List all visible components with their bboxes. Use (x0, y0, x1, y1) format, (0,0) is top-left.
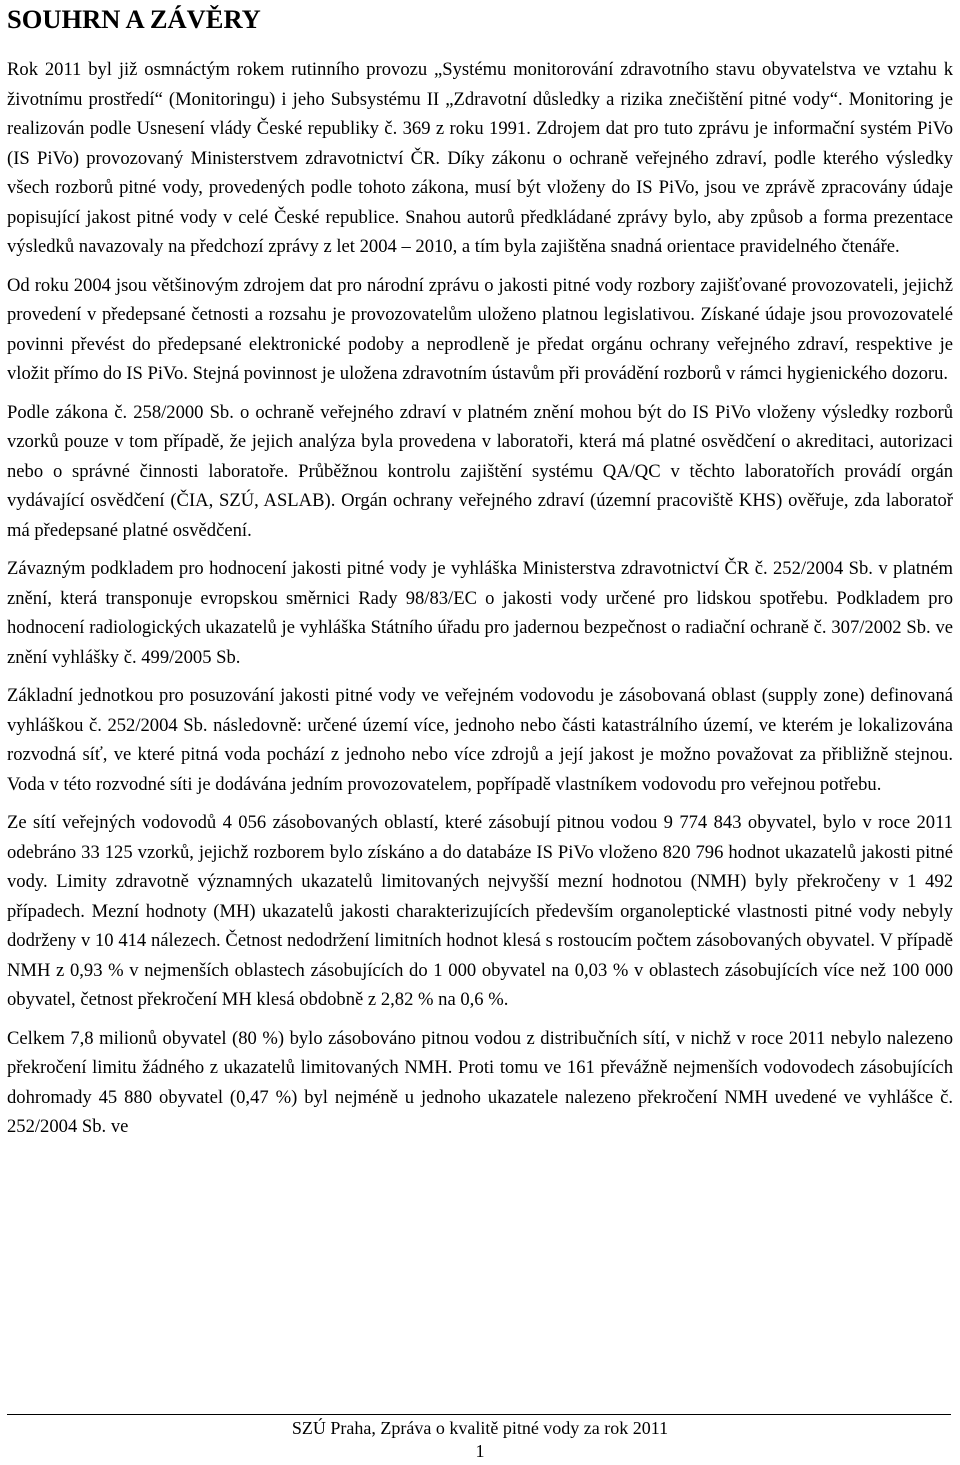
paragraph-data-sources: Od roku 2004 jsou většinovým zdrojem dat pro národní zprávu o jakosti pitné vody rozbory zajišťované provozovateli, jejichž provedení v předepsané četnosti a rozsahu je provozovatelům uloženo platnou legislativou. Získané údaje jsou provozovatelé povinni převést do předepsané elektronické podoby a neprodleně je předat orgánu ochrany veřejného zdraví, respektive je vložit přímo do IS PiVo. Stejná povinnost je uložena zdravotním ústavům při provádění rozborů v rámci hygienického dozoru. (7, 274, 953, 384)
paragraph-supply-zone: Základní jednotkou pro posuzování jakosti pitné vody ve veřejném vodovodu je zásobovaná oblast (supply zone) definovaná vyhláškou č. 252/2004 Sb. následovně: určené území více, jednoho nebo části katastrálního území, ve kterém je lokalizována rozvodná síť, ve které pitná voda pochází z jednoho nebo více zdrojů a její jakost je možno považovat za přibližně stejnou. Voda v této rozvodné síti je dodávána jedním provozovatelem, popřípadě vlastníkem vodovodu pro veřejnou potřebu. (7, 685, 953, 795)
page-title: SOUHRN A ZÁVĚRY (7, 4, 261, 34)
footer-divider (7, 1414, 951, 1415)
footer-text: SZÚ Praha, Zpráva o kvalitě pitné vody za rok 2011 (291, 1418, 669, 1438)
paragraph-legislation: Závazným podkladem pro hodnocení jakosti pitné vody je vyhláška Ministerstva zdravotnictví ČR č. 252/2004 Sb. v platném znění, která transponuje evropskou směrnici Rady 98/83/EC o jakosti vody určené pro lidskou spotřebu. Podkladem pro hodnocení radiologických ukazatelů je vyhláška Státního úřadu pro jadernou bezpečnost o radiační ochraně č. 307/2002 Sb. ve znění vyhlášky č. 499/2005 Sb. (7, 558, 953, 668)
title-spacer (7, 35, 953, 55)
paragraph-population-summary: Celkem 7,8 milionů obyvatel (80 %) bylo zásobováno pitnou vodou z distribučních sítí, v nichž v roce 2011 nebylo nalezeno překročení limitu žádného z ukazatelů limitovaných NMH. Proti tomu ve 161 převážně nejmenších vodovodech zásobujících dohromady 45 880 obyvatel (0,47 %) byl nejméně u jednoho ukazatele nalezeno překročení NMH uvedené ve vyhlášce č. 252/2004 Sb. ve (7, 1027, 953, 1137)
paragraph-statistics: Ze sítí veřejných vodovodů 4 056 zásobovaných oblastí, které zásobují pitnou vodou 9 774 843 obyvatel, bylo v roce 2011 odebráno 33 125 vzorků, jejichž rozborem bylo získáno a do databáze IS PiVo vloženo 820 796 hodnot ukazatelů jakosti pitné vody. Limity zdravotně významných ukazatelů limitovaných nejvyšší mezní hodnotou (NMH) byly překročeny v 1 492 případech. Mezní hodnoty (MH) ukazatelů jakosti charakterizujících především organoleptické vlastnosti pitné vody nebyly dodrženy v 10 414 nálezech. Četnost nedodržení limitních hodnot klesá s rostoucím počtem zásobovaných obyvatel. V případě NMH z 0,93 % v nejmenších oblastech zásobujících do 1 000 obyvatel na 0,03 % v oblastech zásobujících více než 100 000 obyvatel, četnost překročení MH klesá obdobně z 2,82 % na 0,6 %. (7, 812, 953, 1010)
paragraph-laboratory-accreditation: Podle zákona č. 258/2000 Sb. o ochraně veřejného zdraví v platném znění mohou být do IS PiVo vloženy výsledky rozborů vzorků pouze v tom případě, že jejich analýza byla provedena v laboratoři, která má platné osvědčení o akreditaci, autorizaci nebo o správné činnosti laboratoře. Průběžnou kontrolu zajištění systému QA/QC v těchto laboratořích provádí orgán vydávající osvědčení (ČIA, SZÚ, ASLAB). Orgán ochrany veřejného zdraví (územní pracoviště KHS) ověřuje, zda laboratoř má předepsané platné osvědčení. (7, 401, 953, 541)
paragraph-intro: Rok 2011 byl již osmnáctým rokem rutinního provozu „Systému monitorování zdravotního stavu obyvatelstva ve vztahu k životnímu prostředí“ (Monitoringu) i jeho Subsystému II „Zdravotní důsledky a rizika znečištění pitné vody“. Monitoring je realizován podle Usnesení vlády České republiky č. 369 z roku 1991. Zdrojem dat pro tuto zprávu je informační systém PiVo (IS PiVo) provozovaný Ministerstvem zdravotnictví ČR. Díky zákonu o ochraně veřejného zdraví, podle kterého výsledky všech rozborů pitné vody, provedených podle tohoto zákona, musí být vloženy do IS PiVo, jsou ve zprávě zpracovány údaje popisující jakost pitné vody v celé České republice. Snahou autorů předkládané zprávy bylo, aby způsob a forma prezentace výsledků navazovaly na předchozí zprávy z let 2004 – 2010, a tím byla zajištěna snadná orientace pravidelného čtenáře. (7, 59, 953, 257)
page-number: 1 (475, 1441, 485, 1461)
document-page (7, 0, 953, 1151)
